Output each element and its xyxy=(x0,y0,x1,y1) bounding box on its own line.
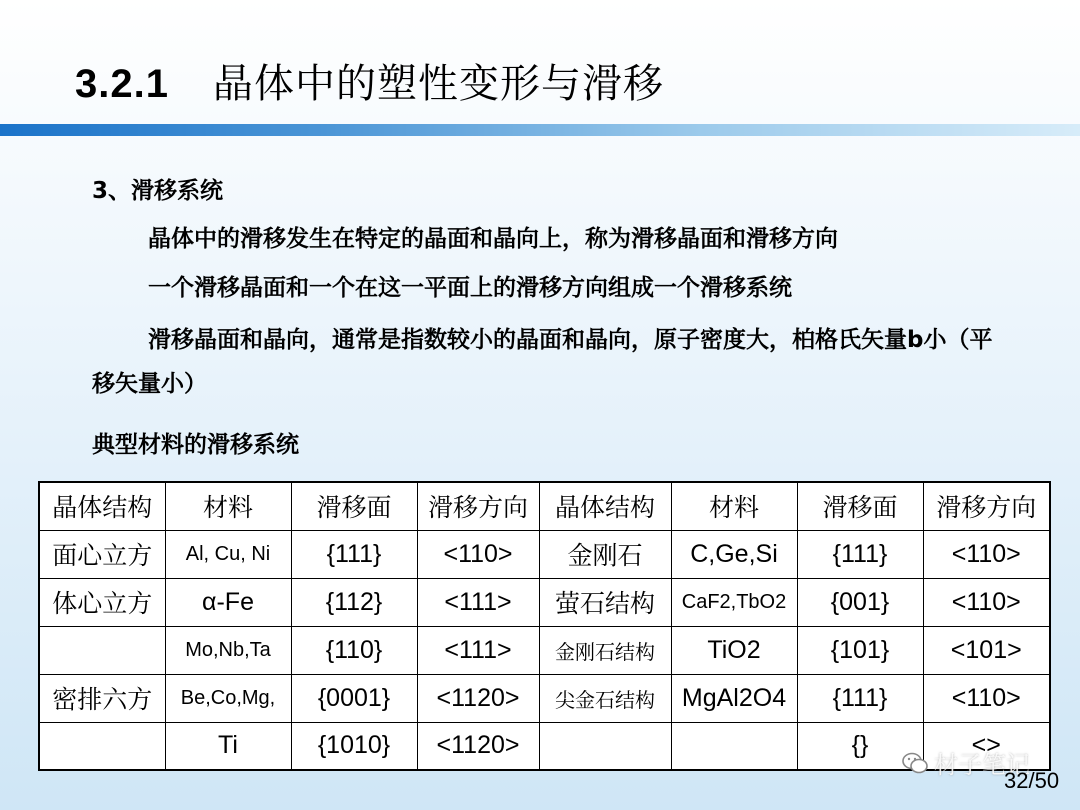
page-number: 32/50 xyxy=(1004,768,1060,793)
table-cell: {110} xyxy=(291,626,417,674)
table-cell: {111} xyxy=(291,530,417,578)
header-cell: 材料 xyxy=(165,482,291,530)
table-row xyxy=(39,722,1050,770)
header-cell: 滑移方向 xyxy=(417,482,539,530)
slip-systems-table xyxy=(38,481,1051,771)
table-cell: <1120> xyxy=(417,722,539,770)
watermark: 材子笔记 xyxy=(934,751,1030,779)
table-cell: 体心立方 xyxy=(39,578,165,626)
table-cell: Al, Cu, Ni xyxy=(165,530,291,578)
paragraph-3: 滑移晶面和晶向，通常是指数较小的晶面和晶向，原子密度大，柏格氏矢量b小（平移矢量小） xyxy=(92,327,993,397)
table-cell: <110> xyxy=(923,578,1050,626)
table-cell: TiO2 xyxy=(671,626,797,674)
table-cell: α-Fe xyxy=(165,578,291,626)
title-divider-bar xyxy=(0,124,1080,136)
table-cell: CaF2,TbO2 xyxy=(671,578,797,626)
table-row xyxy=(39,578,1050,626)
table-cell: {111} xyxy=(797,530,923,578)
table-cell: {111} xyxy=(797,674,923,722)
wechat-icon xyxy=(902,752,928,774)
section-heading: 3、滑移系统 xyxy=(92,178,224,204)
table-cell: Ti xyxy=(165,722,291,770)
header-cell: 滑移面 xyxy=(797,482,923,530)
table-cell: 萤石结构 xyxy=(539,578,671,626)
table-cell: {} xyxy=(797,722,923,770)
table-cell: 面心立方 xyxy=(39,530,165,578)
title-number: 3.2.1 xyxy=(75,62,169,106)
table-cell: 尖金石结构 xyxy=(539,674,671,722)
table-cell: C,Ge,Si xyxy=(671,530,797,578)
header-cell: 晶体结构 xyxy=(39,482,165,530)
table-cell: Mo,Nb,Ta xyxy=(165,626,291,674)
table-caption: 典型材料的滑移系统 xyxy=(92,432,299,458)
header-cell: 材料 xyxy=(671,482,797,530)
table-row xyxy=(39,674,1050,722)
title-text: 晶体中的塑性变形与滑移 xyxy=(213,61,664,107)
table-cell: {101} xyxy=(797,626,923,674)
table-cell xyxy=(39,626,165,674)
table-cell: <110> xyxy=(923,674,1050,722)
table-cell: {112} xyxy=(291,578,417,626)
table-cell: 金刚石结构 xyxy=(539,626,671,674)
table-cell xyxy=(671,722,797,770)
header-cell: 滑移方向 xyxy=(923,482,1050,530)
table-header-row xyxy=(39,482,1050,530)
table-cell: Be,Co,Mg, xyxy=(165,674,291,722)
header-cell: 滑移面 xyxy=(291,482,417,530)
table-cell: 金刚石 xyxy=(539,530,671,578)
table-cell: {001} xyxy=(797,578,923,626)
paragraph-1: 晶体中的滑移发生在特定的晶面和晶向上，称为滑移晶面和滑移方向 xyxy=(148,226,838,252)
table-cell: <111> xyxy=(417,578,539,626)
table-cell: 密排六方 xyxy=(39,674,165,722)
slide-title xyxy=(75,52,664,109)
table-cell: <> xyxy=(923,722,1050,770)
table-cell: <101> xyxy=(923,626,1050,674)
table-cell: {0001} xyxy=(291,674,417,722)
paragraph-2: 一个滑移晶面和一个在这一平面上的滑移方向组成一个滑移系统 xyxy=(148,275,792,301)
table-cell: MgAl2O4 xyxy=(671,674,797,722)
table-cell: {1010} xyxy=(291,722,417,770)
table-cell xyxy=(39,722,165,770)
table-cell: <110> xyxy=(923,530,1050,578)
table-row xyxy=(39,626,1050,674)
table-row xyxy=(39,530,1050,578)
table-cell xyxy=(539,722,671,770)
table-cell: <110> xyxy=(417,530,539,578)
table-cell: <111> xyxy=(417,626,539,674)
header-cell: 晶体结构 xyxy=(539,482,671,530)
table-cell: <1120> xyxy=(417,674,539,722)
